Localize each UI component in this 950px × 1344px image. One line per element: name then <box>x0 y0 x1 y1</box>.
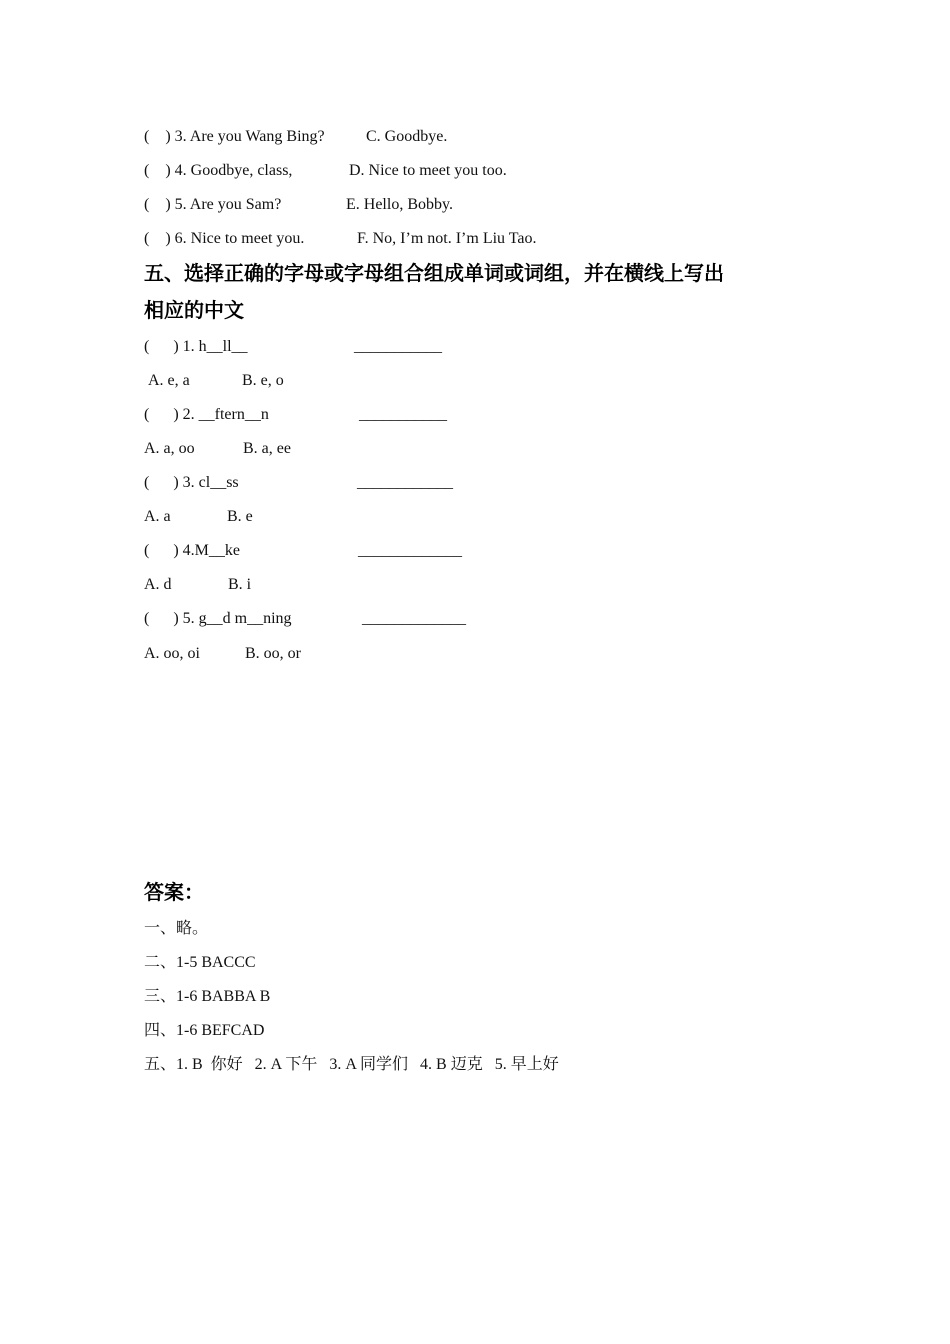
option-a: A. e, a <box>148 372 190 389</box>
answer-line: 一、略。 <box>144 920 209 937</box>
answer-line: 二、1-5 BACCC <box>144 954 256 971</box>
answer-blank: _____________ <box>358 542 462 559</box>
section-heading-continued: 相应的中文 <box>144 298 244 322</box>
answer-line: 三、1-6 BABBA B <box>144 988 271 1005</box>
answer-line: 四、1-6 BEFCAD <box>144 1022 265 1039</box>
answer-blank: _____________ <box>362 610 466 627</box>
question-text: ( ) 2. __ftern__n <box>144 406 269 423</box>
answer-line: 五、1. B 你好 2. A 下午 3. A 同学们 4. B 迈克 5. 早上好 <box>144 1056 559 1073</box>
answer-blank: ___________ <box>359 406 447 423</box>
question-text: ( ) 4.M__ke <box>144 542 240 559</box>
matching-question: ( ) 5. Are you Sam? <box>144 196 282 213</box>
matching-answer: D. Nice to meet you too. <box>349 162 507 179</box>
matching-answer: F. No, I’m not. I’m Liu Tao. <box>357 230 537 247</box>
matching-question: ( ) 3. Are you Wang Bing? <box>144 128 325 145</box>
matching-question: ( ) 6. Nice to meet you. <box>144 230 305 247</box>
matching-answer: E. Hello, Bobby. <box>346 196 453 213</box>
matching-question: ( ) 4. Goodbye, class, <box>144 162 293 179</box>
question-text: ( ) 5. g__d m__ning <box>144 610 292 627</box>
question-text: ( ) 3. cl__ss <box>144 474 239 491</box>
option-row <box>144 644 301 724</box>
option-a: A. d <box>144 576 172 593</box>
section-heading: 五、选择正确的字母或字母组合组成单词或词组，并在横线上写出 <box>144 261 724 285</box>
matching-answer: C. Goodbye. <box>366 128 448 145</box>
option-a: A. oo, oi <box>144 645 200 662</box>
answer-blank: ____________ <box>357 474 453 491</box>
option-a: A. a <box>144 508 171 525</box>
answer-blank: ___________ <box>354 338 442 355</box>
option-b: B. a, ee <box>243 440 291 457</box>
option-a: A. a, oo <box>144 440 195 457</box>
option-b: B. i <box>228 576 252 593</box>
answers-heading: 答案： <box>144 880 204 904</box>
question-text: ( ) 1. h__ll__ <box>144 338 248 355</box>
option-b: B. e <box>227 508 253 525</box>
option-b: B. e, o <box>242 372 284 389</box>
option-b: B. oo, or <box>245 645 301 662</box>
